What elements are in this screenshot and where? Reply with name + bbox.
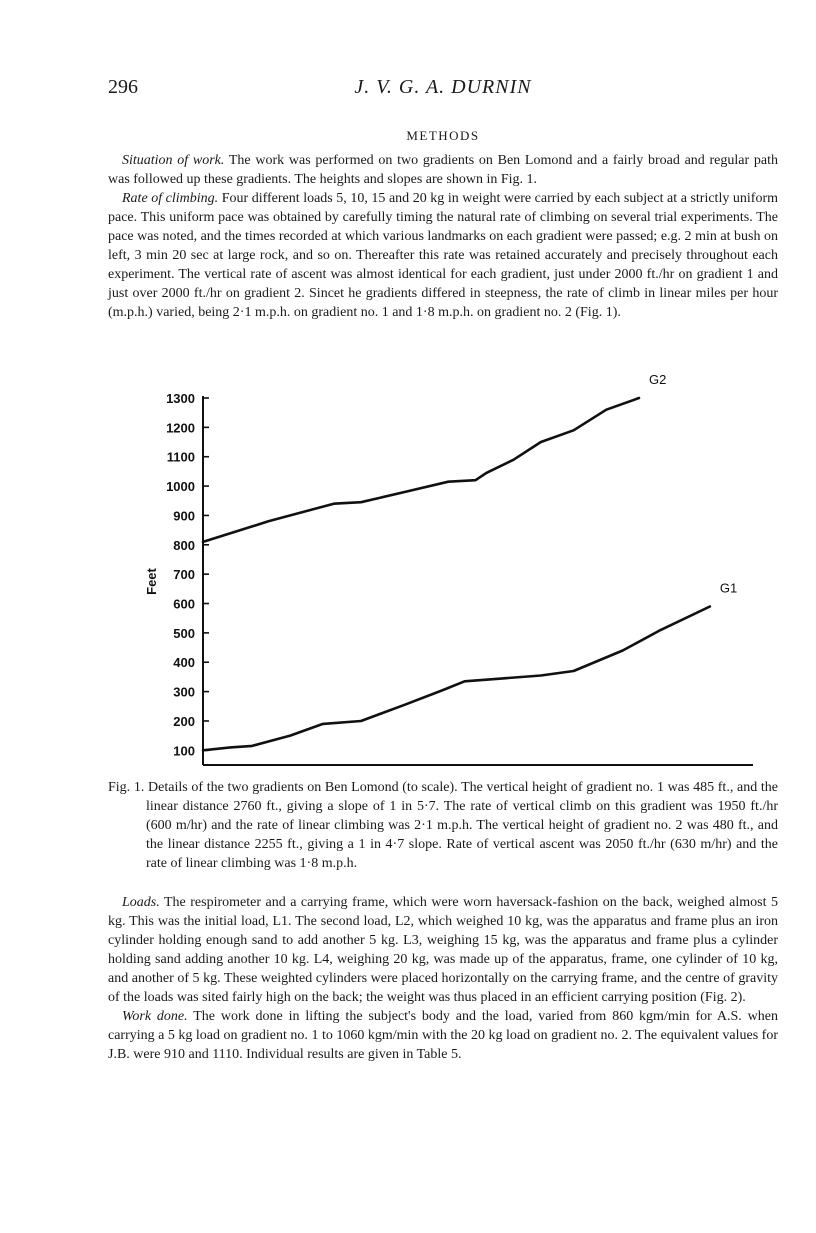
series-line-g2 (203, 398, 639, 542)
paragraph-body: The work was performed on two gradients on Ben Lomond and a fairly broad and regular path was followed up these gradients. The heights and slopes are shown in Fig. 1. (108, 153, 778, 187)
methods-text-bottom (108, 893, 778, 1064)
page-header (108, 76, 778, 102)
y-tick-label: 200 (173, 713, 195, 729)
paragraph-loads (108, 893, 778, 1007)
figure-1-chart (108, 372, 778, 775)
y-tick-label: 100 (173, 743, 195, 759)
y-tick-label: 1000 (166, 479, 195, 495)
paragraph-work-done (108, 1007, 778, 1064)
series-label-g1: G1 (719, 580, 738, 596)
paragraph-lead: Rate of climbing. (122, 191, 219, 206)
y-axis-label: Feet (144, 568, 159, 595)
paragraph-body: Four different loads 5, 10, 15 and 20 kg in weight were carried by each subject at a strictly uniform pace. This uniform pace was obtained by carefully timing the natural rate of climbing on several trial experiments. The pace was noted, and the times recorded at which various landmarks on each gradient were passed; e.g. 2 min at bush on left, 3 min 20 sec at large rock, and so on. Thereafter this rate was retained accurately and precisely throughout each experiment. The vertical rate of ascent was almost identical for each gradient, just under 2000 ft./hr on gradient 1 and just over 2000 ft./hr on gradient 2. Sincet he gradients differed in steepness, the rate of climb in linear miles per hour (m.p.h.) varied, being 2·1 m.p.h. on gradient no. 1 and 1·8 m.p.h. on gradient no. 2 (Fig. 1). (108, 191, 778, 320)
running-title: J. V. G. A. DURNIN (354, 76, 532, 98)
paragraph-body: The respirometer and a carrying frame, which were worn haversack-fashion on the back, weighed almost 5 kg. This was the initial load, L1. The second load, L2, which weighed 10 kg, was the apparatus and frame plus an iron cylinder holding enough sand to add another 5 kg. L3, weighing 15 kg, was the apparatus and frame plus a cylinder holding sand adding another 10 kg. L4, weighing 20 kg, was made up of the apparatus, frame, one cylinder of 10 kg, and another of 5 kg. These weighted cylinders were placed horizontally on the carrying frame, and the centre of gravity of the loads was sited fairly high on the back; the weight was thus placed in an efficient carrying position (Fig. 2). (108, 895, 778, 1005)
series-label-g2: G2 (649, 372, 667, 387)
y-tick-label: 700 (173, 567, 195, 583)
paragraph-rate-of-climbing (108, 189, 778, 322)
y-tick-label: 300 (173, 684, 195, 700)
y-tick-label: 1300 (166, 391, 195, 406)
chart-series (203, 398, 710, 750)
section-title: METHODS (406, 128, 480, 143)
methods-text-top (108, 151, 778, 322)
paragraph-lead: Work done. (122, 1009, 188, 1024)
paragraph-lead: Loads. (122, 895, 160, 910)
y-tick-label: 1200 (166, 420, 195, 436)
series-line-g1 (203, 607, 710, 751)
caption-text: Details of the two gradients on Ben Lomond (to scale). The vertical height of gradient no. 1 was 485 ft., and the linear distance 2760 ft., giving a slope of 1 in 5·7. The rate of vertical climb on this gradient was 1950 ft./hr (600 m/hr) and the rate of linear climbing was 2·1 m.p.h. The vertical height of gradient no. 2 was 480 ft., and the linear distance 2255 ft., giving a 1 in 4·7 slope. Rate of vertical ascent was 2050 ft./hr (630 m/hr) and the rate of linear climbing was 1·8 m.p.h. (144, 780, 779, 871)
gradient-chart-svg (108, 372, 778, 775)
paragraph-situation-of-work (108, 151, 778, 189)
chart-axes (203, 396, 753, 765)
y-tick-label: 600 (173, 596, 195, 612)
y-tick-label: 500 (173, 625, 195, 641)
figure-caption (108, 778, 778, 873)
paragraph-body: The work done in lifting the subject's body and the load, varied from 860 kgm/min for A.S. when carrying a 5 kg load on gradient no. 1 to 1060 kgm/min with the 20 kg load on gradient no. 2. The equivalent values for J.B. were 910 and 1110. Individual results are given in Table 5. (108, 1009, 778, 1062)
paragraph-lead: Situation of work. (122, 153, 225, 168)
page-number: 296 (108, 76, 138, 98)
y-tick-label: 800 (173, 537, 195, 553)
y-tick-label: 400 (173, 655, 195, 671)
y-tick-label: 900 (173, 508, 195, 524)
caption-label: Fig. 1. (108, 780, 145, 795)
y-tick-label: 1100 (166, 449, 195, 465)
